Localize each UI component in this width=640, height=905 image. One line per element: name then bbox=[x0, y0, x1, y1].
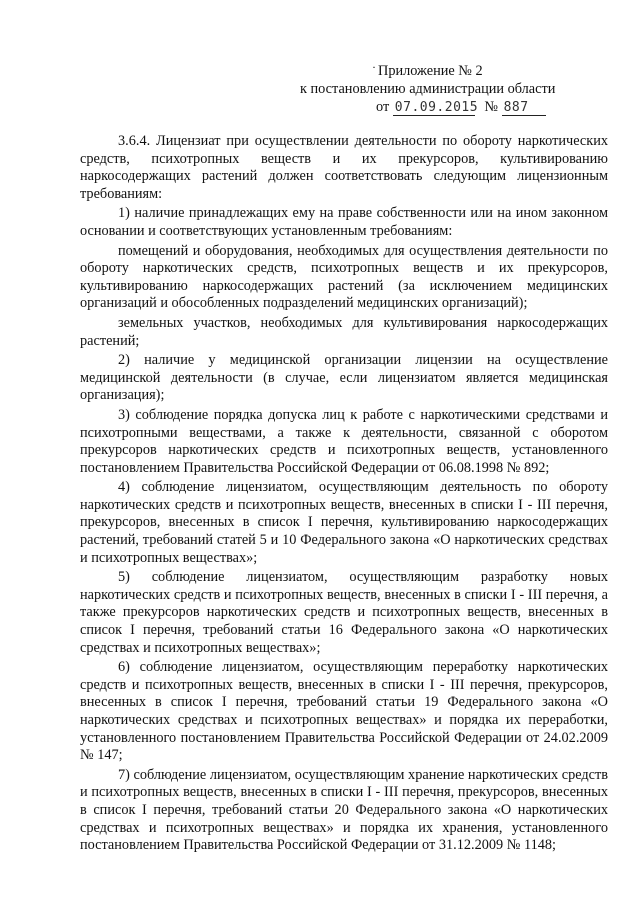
paragraph-item-5: 5) соблюдение лицензиатом, осуществляющим разработку новых наркотических средств и психотропных веществ, внесенных в списки I - III перечня, а также прекурсоров наркотических средств и психотропных веществ, внесенных в список I перечня, требований статьи 16 Федерального закона «О наркотических средствах и психотропных веществах»; bbox=[80, 569, 608, 656]
appendix-subtitle: к постановлению администрации области bbox=[300, 81, 556, 97]
paragraph-item-3: 3) соблюдение порядка допуска лиц к работе с наркотическими средствами и психотропными веществами, а также к деятельности, связанной с оборотом прекурсоров наркотических средств и психотропных веществ, установленного постановлением Правительства Российской Федерации от 06.08.1998 № 892; bbox=[80, 406, 608, 476]
paragraph-item-2: 2) наличие у медицинской организации лицензии на осуществление медицинской деятельности (в случае, если лицензиатом является медицинская организация); bbox=[80, 352, 608, 404]
paragraph-item-4: 4) соблюдение лицензиатом, осуществляющим деятельность по обороту наркотических средств и психотропных веществ, внесенных в списки I - III перечня, прекурсоров, внесенных в список I перечня, культивированию наркосодержащих растений, требований статей 5 и 10 Федерального закона «О наркотических средствах и психотропных веществах»; bbox=[80, 479, 608, 566]
number-prefix: № bbox=[484, 99, 499, 115]
scan-dot-mark: · bbox=[372, 60, 376, 74]
handwritten-date: 07.09.2015 bbox=[394, 100, 479, 115]
document-body bbox=[80, 133, 608, 857]
paragraph-3-6-4: 3.6.4. Лицензиат при осуществлении деятельности по обороту наркотических средств, психотропных веществ и их прекурсоров, культивированию наркосодержащих растений должен соответствовать следующим лицензионным требованиям: bbox=[80, 133, 608, 202]
appendix-title: Приложение № 2 bbox=[378, 63, 483, 79]
handwritten-number: 887 bbox=[502, 101, 546, 116]
paragraph-item-6: 6) соблюдение лицензиатом, осуществляющим переработку наркотических средств и психотропных веществ, внесенных в списки I - III перечня, прекурсоров, внесенных в список I перечня, требований статьи 19 Федерального закона «О наркотических средствах и психотропных веществах» и порядка их переработки, установленного постановлением Правительства Российской Федерации от 24.02.2009 № 147; bbox=[80, 659, 608, 764]
date-prefix: от bbox=[376, 99, 390, 115]
paragraph-item-1: 1) наличие принадлежащих ему на праве собственности или на ином законном основании и соответствующих установленным требованиям: bbox=[80, 205, 608, 239]
appendix-date-line bbox=[300, 98, 600, 116]
paragraph-item-7: 7) соблюдение лицензиатом, осуществляющим хранение наркотических средств и психотропных веществ, внесенных в списки I - III перечня, прекурсоров, внесенных в список I перечня, требований статьи 20 Федерального закона «О наркотических средствах и психотропных веществах» и порядка их хранения, установленного постановлением Правительства Российской Федерации от 31.12.2009 № 1148; bbox=[80, 766, 608, 854]
appendix-header bbox=[300, 62, 600, 116]
paragraph-land: земельных участков, необходимых для культивирования наркосодержащих растений; bbox=[80, 314, 608, 349]
paragraph-premises: помещений и оборудования, необходимых для осуществления деятельности по обороту наркотических средств, психотропных веществ и их прекурсоров, культивированию наркосодержащих растений (за исключением медицинских организаций и обособленных подразделений медицинских организаций); bbox=[80, 242, 608, 312]
